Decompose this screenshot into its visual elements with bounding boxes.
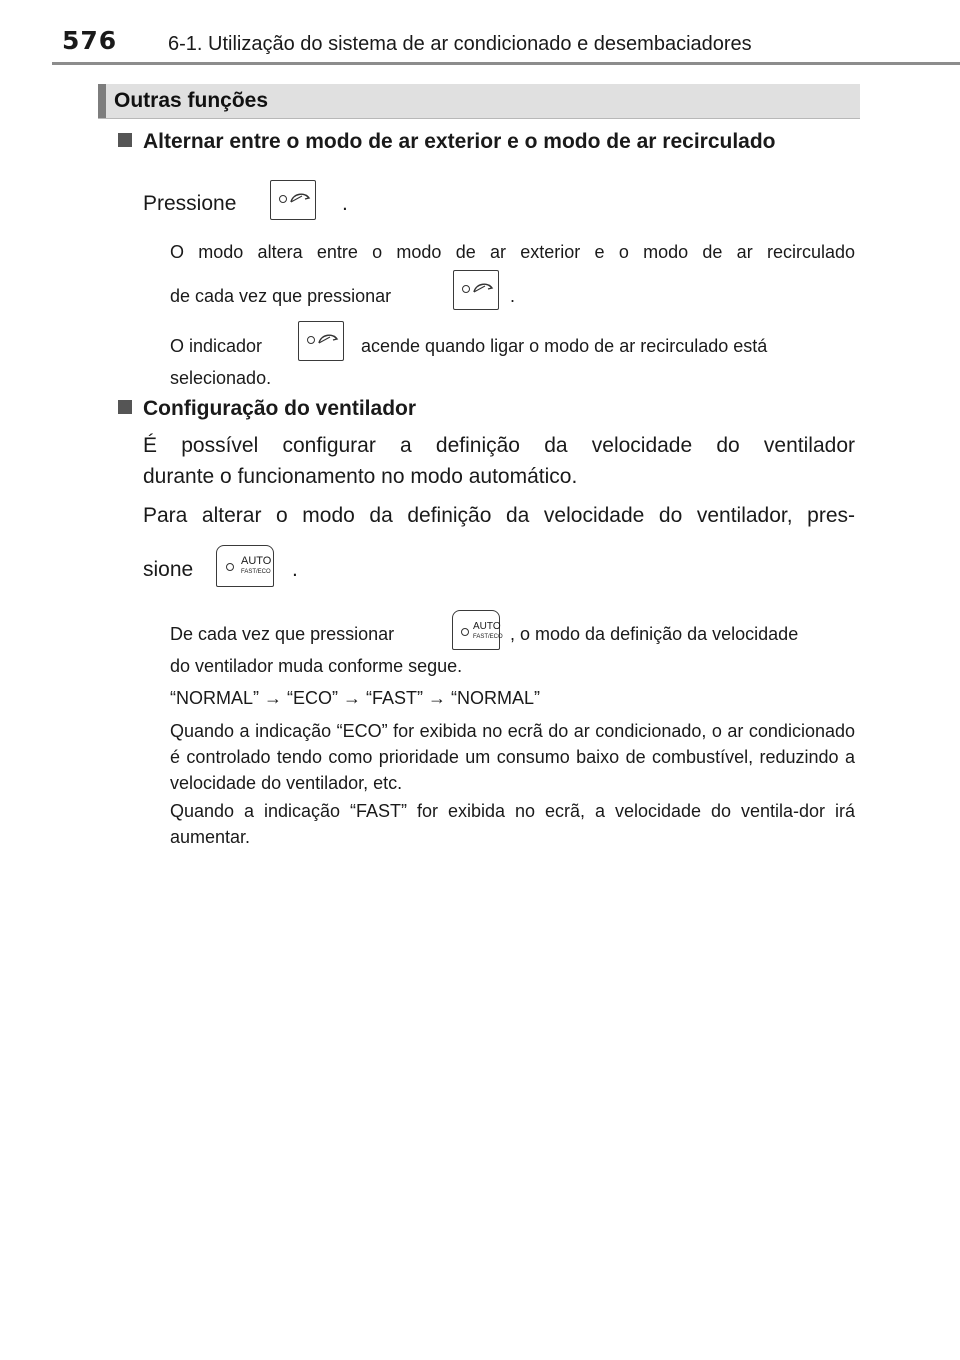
chapter-title: 6-1. Utilização do sistema de ar condicionado e desembaciadores [168, 33, 752, 55]
subheading-recirculation-text: Alternar entre o modo de ar exterior e o modo de ar recirculado [143, 130, 776, 153]
press-instruction-text: Pressione [143, 192, 237, 215]
recirculation-button-image [298, 321, 344, 361]
fan-paragraph-line1: É possível configurar a definição da velocidade do ventilador [143, 434, 855, 457]
indicator-note-end: acende quando ligar o modo de ar recirculado está [361, 336, 768, 356]
fast-note: Quando a indicação “FAST” for exibida no ecrã, a velocidade do ventila-dor irá aumentar. [170, 801, 855, 847]
section-header [98, 84, 860, 119]
recirculation-note-period: . [510, 286, 516, 306]
auto-button-image [452, 610, 503, 650]
recirculation-note-line1: O modo altera entre o modo de ar exterior e o modo de ar recirculado [170, 242, 855, 262]
header-divider [52, 62, 960, 65]
square-bullet-icon [118, 133, 132, 147]
square-bullet-icon [118, 400, 132, 414]
indicator-led-icon [226, 563, 234, 571]
indicator-led-icon [461, 628, 469, 636]
page-number: 576 [62, 26, 118, 55]
auto-label: AUTO [473, 621, 501, 632]
recirculation-icon [472, 281, 494, 295]
eco-note: Quando a indicação “ECO” for exibida no ecrã do ar condicionado, o ar condicionado é controlado tendo como prioridade um consumo baixo de combustível, reduzindo a velocidade do ventilador, etc. [170, 721, 855, 793]
recirculation-icon [317, 332, 339, 346]
fast-eco-label: FAST/ECO [473, 634, 503, 640]
auto-label: AUTO [241, 555, 272, 567]
recirculation-button-image [270, 180, 316, 220]
section-title: Outras funções [114, 89, 269, 112]
indicator-led-icon [462, 285, 470, 293]
fan-note-start: De cada vez que pressionar [170, 624, 395, 644]
auto-button-image [216, 545, 274, 587]
subheading-fan-text: Configuração do ventilador [143, 397, 417, 420]
indicator-led-icon [307, 336, 315, 344]
recirculation-icon [289, 191, 311, 205]
fan-note-line2: do ventilador muda conforme segue. [170, 656, 463, 676]
recirculation-note-line2: de cada vez que pressionar [170, 286, 392, 306]
fan-note-end: , o modo da definição da velocidade [510, 624, 799, 644]
fan-instruction-line1: Para alterar o modo da definição da velocidade do ventilador, pres- [143, 504, 855, 527]
fan-mode-sequence: “NORMAL” → “ECO” → “FAST” → “NORMAL” [170, 688, 540, 708]
subheading-recirculation [118, 130, 776, 154]
section-accent-bar [98, 84, 106, 118]
fan-instruction-period: . [292, 558, 298, 581]
indicator-led-icon [279, 195, 287, 203]
fast-eco-label: FAST/ECO [241, 569, 271, 575]
press-instruction-period: . [342, 192, 348, 215]
indicator-note-line2: selecionado. [170, 368, 272, 388]
fan-instruction-line2: sione [143, 558, 194, 581]
fan-paragraph-line2: durante o funcionamento no modo automático. [143, 465, 578, 488]
recirculation-button-image [453, 270, 499, 310]
subheading-fan [118, 397, 416, 421]
indicator-note-start: O indicador [170, 336, 263, 356]
